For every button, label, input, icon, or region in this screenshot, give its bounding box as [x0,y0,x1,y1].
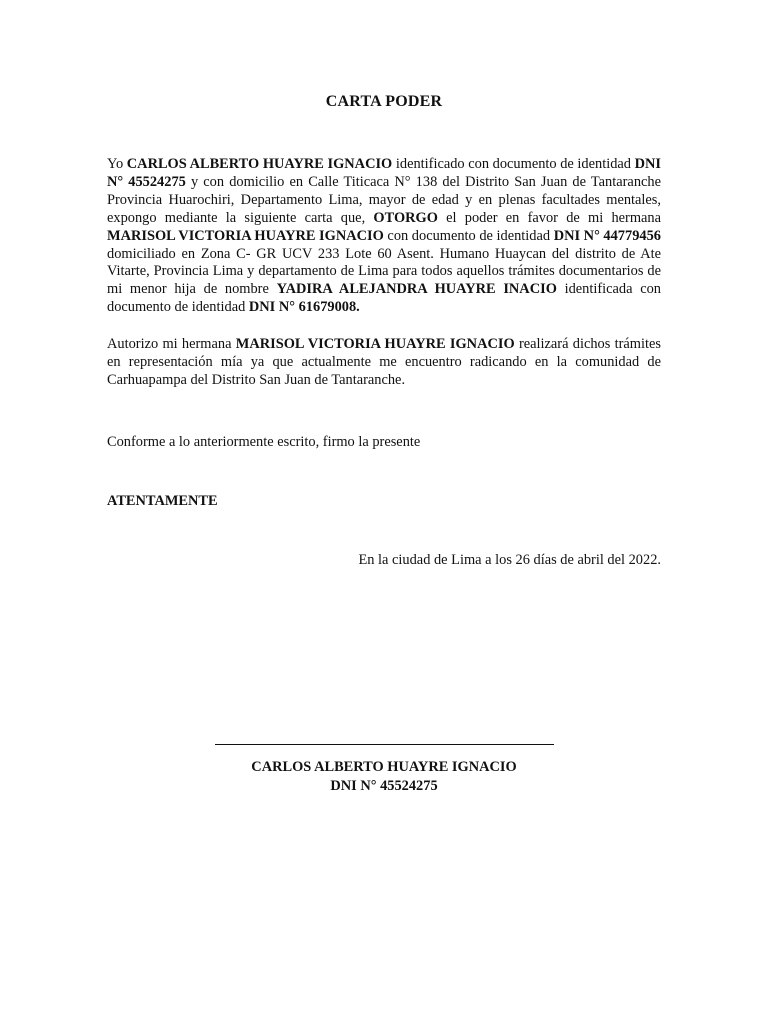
attorney-name: MARISOL VICTORIA HUAYRE IGNACIO [107,227,384,244]
p1-text-3: y con domicilio en Calle Titicaca N° 138 del Distrito San Juan de Tantaranche Provincia Huarochiri, Departamento Lima, mayor de edad y en plenas facultades mentales, expongo mediante la siguiente carta que, [107,173,661,226]
grantor-dni: DNI N° 45524275 [107,156,662,190]
signature-dni: DNI N° 45524275 [330,778,438,794]
p1-text-5: con documento de identidad [383,227,554,244]
authorized-name: MARISOL VICTORIA HUAYRE IGNACIO [235,336,515,352]
date-line: En la ciudad de Lima a los 26 días de abril del 2022. [358,552,661,568]
signature-name: CARLOS ALBERTO HUAYRE IGNACIO [251,759,517,775]
p1-text-4: el poder en favor de mi hermana [437,209,661,226]
p2-text-1: Autorizo mi hermana [107,336,236,352]
attorney-dni: DNI N° 44779456 [553,227,661,244]
p1-text-1: Yo [107,156,127,172]
p1-text-2: identificado con documento de identidad [392,156,635,172]
otorgo-keyword: OTORGO [373,209,438,226]
conforme-statement: Conforme a lo anteriormente escrito, firmo la presente [107,434,421,450]
minor-name: YADIRA ALEJANDRA HUAYRE INACIO [276,281,557,298]
p1-text-7: identificada con documento de identidad [107,281,661,316]
closing-atentamente: ATENTAMENTE [107,493,218,509]
signature-line [215,744,554,745]
paragraph-otorgamiento [107,156,661,317]
p2-text-2: realizará dichos trámites en representación mía ya que actualmente me encuentro radicando en la comunidad de Carhuapampa del Distrito San Juan de Tantaranche. [107,336,661,388]
minor-dni: DNI N° 61679008. [248,299,360,316]
p1-text-6: domiciliado en Zona C- GR UCV 233 Lote 60 Asent. Humano Huaycan del distrito de Ate Vitarte, Provincia Lima y departamento de Lima para todos aquellos trámites documentarios de mi menor hija de nombre [107,245,661,298]
document-title: CARTA PODER [325,93,443,110]
grantor-name: CARLOS ALBERTO HUAYRE IGNACIO [126,156,393,172]
paragraph-autorizacion [107,336,661,390]
